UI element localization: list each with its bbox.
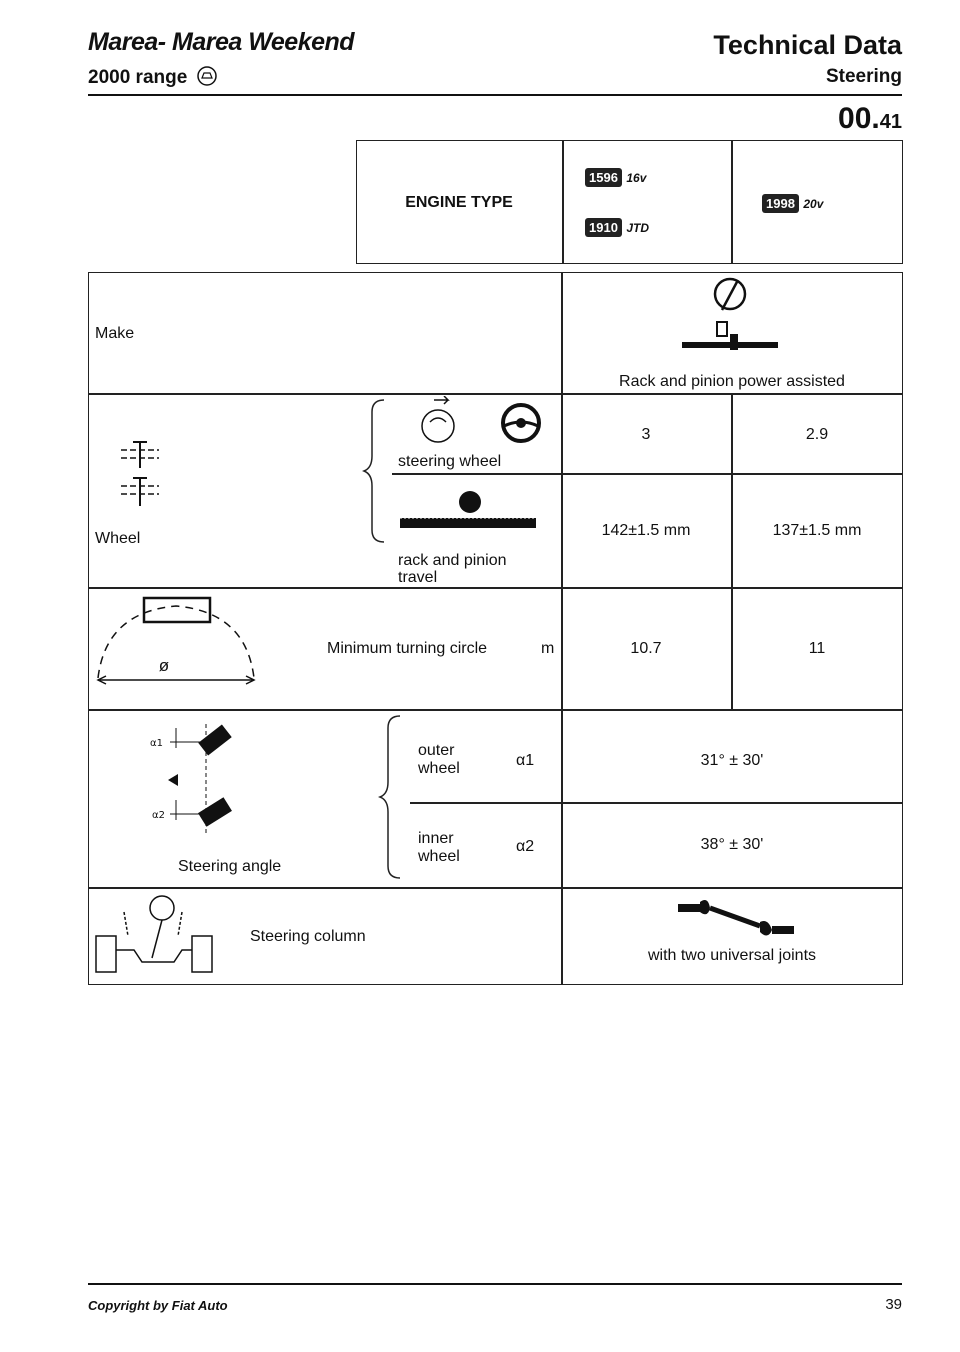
ratio-label: Wheel <box>95 530 141 547</box>
rack-pinion-icon <box>398 488 538 532</box>
inner-angle-value: 38° ± 30' <box>700 836 764 853</box>
range-text: 2000 range <box>88 67 188 88</box>
rack-value-1: 142±1.5 mm <box>601 522 691 539</box>
page-code-main: 00. <box>838 102 880 135</box>
turning-label: Minimum turning circle <box>327 640 488 657</box>
column-label: Steering column <box>250 928 366 945</box>
steering-wheel-label: steering wheel <box>398 453 502 470</box>
inner-wheel-label: inner wheel <box>418 830 460 865</box>
outer-wheel-label: outer wheel <box>418 742 460 777</box>
footer-rule <box>88 1283 902 1285</box>
divider <box>562 140 564 264</box>
outer-angle-value: 31° ± 30' <box>700 752 764 769</box>
engine-suffix: 16v <box>626 171 647 185</box>
engine-icon: 1910 <box>585 218 622 237</box>
row-separator <box>88 887 903 889</box>
row-separator <box>392 473 903 475</box>
svg-text:α1: α1 <box>150 738 163 749</box>
curly-brace-icon <box>378 712 404 882</box>
row-separator <box>88 393 903 395</box>
turning-value-1: 10.7 <box>630 640 662 657</box>
inner-symbol: α2 <box>516 838 535 855</box>
rotation-icon <box>418 396 458 446</box>
turning-unit: m <box>541 640 555 657</box>
universal-joint-shaft-icon <box>676 892 796 942</box>
engine-icon: 1596 <box>585 168 622 187</box>
ratio-value-2: 2.9 <box>805 426 829 443</box>
engine-1998 <box>762 194 823 213</box>
divider <box>731 140 733 264</box>
wheel-ratio-icon <box>115 438 165 512</box>
make-label: Make <box>95 325 135 342</box>
section-subtitle: Steering <box>825 66 902 87</box>
svg-text:α2: α2 <box>152 810 165 821</box>
curly-brace-icon <box>362 396 388 546</box>
page-code-sub: 41 <box>879 111 902 133</box>
steering-angle-icon <box>150 722 240 838</box>
rack-value-2: 137±1.5 mm <box>772 522 862 539</box>
outer-symbol: α1 <box>516 752 535 769</box>
row-separator <box>88 587 903 589</box>
engine-logo-icon <box>197 66 217 86</box>
power-steering-icon <box>670 276 790 358</box>
engine-icon: 1998 <box>762 194 799 213</box>
page-code <box>838 102 902 136</box>
steering-wheel-icon <box>500 402 542 444</box>
steering-column-icon <box>94 892 214 976</box>
engine-suffix: JTD <box>626 221 650 235</box>
page-number: 39 <box>885 1296 902 1313</box>
engine-suffix: 20v <box>803 197 824 211</box>
angle-label: Steering angle <box>178 858 282 875</box>
diameter-symbol: ø <box>158 656 170 675</box>
rack-label: rack and pinion travel <box>398 552 507 586</box>
document-title: Marea- Marea Weekend <box>88 28 355 56</box>
row-separator <box>88 709 903 711</box>
engine-1596 <box>585 168 646 187</box>
engine-type-label: ENGINE TYPE <box>405 194 513 211</box>
column-value: with two universal joints <box>647 947 817 964</box>
section-title: Technical Data <box>713 30 902 60</box>
header-rule <box>88 94 902 96</box>
copyright: Copyright by Fiat Auto <box>88 1298 228 1313</box>
make-value: Rack and pinion power assisted <box>619 373 845 390</box>
ratio-value-1: 3 <box>641 426 651 443</box>
engine-1910 <box>585 218 649 237</box>
turning-value-2: 11 <box>808 640 826 657</box>
row-separator <box>410 802 903 804</box>
range-label <box>88 66 217 89</box>
